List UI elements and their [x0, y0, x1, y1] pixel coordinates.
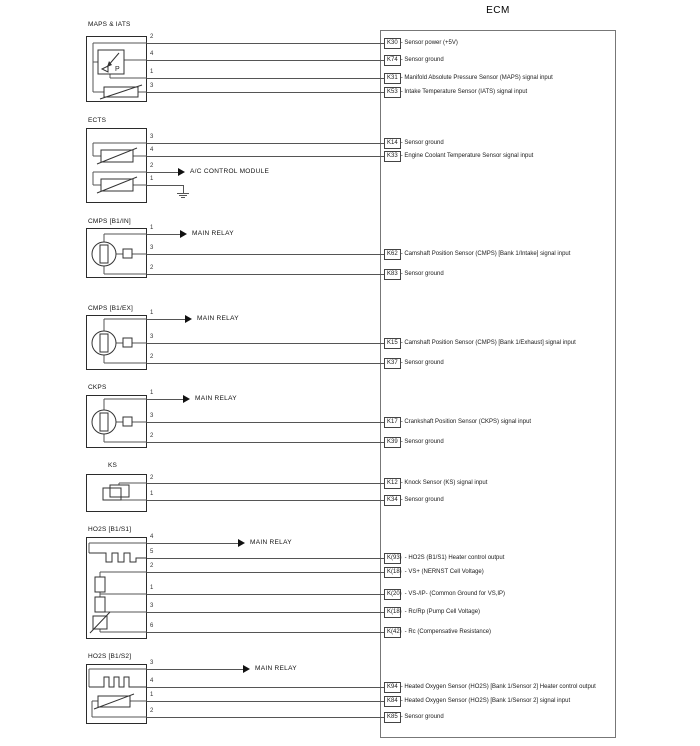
ecm-pin-label — [387, 150, 533, 162]
wire — [147, 185, 183, 186]
ecm-pin-label — [387, 268, 444, 280]
hall-sensor-icon — [92, 242, 116, 266]
pin-number: 1 — [150, 225, 154, 231]
hall-element — [100, 413, 108, 431]
internal-wires — [104, 319, 147, 363]
knock-element — [110, 485, 129, 497]
ecm-pin-label — [387, 54, 444, 66]
ecm-pin-label — [387, 552, 504, 564]
wire — [147, 43, 384, 44]
ground-icon — [181, 197, 185, 198]
pin-number: 1 — [150, 491, 154, 497]
ecm-pin-label — [387, 357, 444, 369]
wire — [147, 92, 384, 93]
ecm-pin-id: K37 — [387, 360, 398, 366]
ecm-pin-id: K12 — [387, 480, 398, 486]
ecm-pin-desc: - Engine Coolant Temperature Sensor signal input — [400, 153, 534, 159]
ecm-pin-id: K74 — [387, 57, 398, 63]
ecm-pin-desc: - Crankshaft Position Sensor (CKPS) signal input — [400, 419, 532, 425]
wire — [147, 669, 243, 670]
knock-element — [103, 488, 121, 500]
hall-sensor-icon — [92, 331, 116, 355]
ecm-pin-desc: - Sensor ground — [400, 497, 444, 503]
connector-label-ho2s-s1: HO2S [B1/S1] — [88, 526, 132, 533]
ecm-pin-label — [387, 37, 458, 49]
sensor-output-box — [123, 417, 132, 426]
wire — [147, 594, 384, 595]
main-relay-label: MAIN RELAY — [192, 230, 234, 237]
ecm-pin-label — [387, 695, 570, 707]
pin-number: 4 — [150, 678, 154, 684]
heater-icon — [89, 677, 147, 687]
pin-number: 1 — [150, 69, 154, 75]
pin-number: 1 — [150, 692, 154, 698]
connector-label-ects: ECTS — [88, 117, 107, 124]
ecm-pin-desc: - Manifold Absolute Pressure Sensor (MAPS) signal input — [400, 75, 553, 81]
ecm-pin-id: K85 — [387, 714, 398, 720]
ecm-pin-desc: - Sensor ground — [400, 140, 444, 146]
ecm-pin-label — [387, 494, 444, 506]
ecm-pin-id: K(93) — [387, 555, 402, 561]
ecm-pin-id: K30 — [387, 40, 398, 46]
ecm-pin-label — [387, 477, 487, 489]
connector-label-maps-iats: MAPS & IATS — [88, 21, 131, 28]
flow-triangle-icon — [102, 66, 108, 72]
ecm-pin-desc: - Sensor ground — [400, 439, 444, 445]
connector-label-ckps: CKPS — [88, 384, 107, 391]
wire — [147, 363, 384, 364]
main-relay-label: MAIN RELAY — [250, 539, 292, 546]
ho2s-s2-symbols — [86, 664, 147, 724]
pin-number: 4 — [150, 147, 154, 153]
cell-element — [95, 597, 105, 612]
internal-wires — [104, 399, 147, 442]
pin-number: 1 — [150, 390, 154, 396]
internal-wires — [89, 669, 147, 687]
pin-number: 1 — [150, 585, 154, 591]
wire — [147, 612, 384, 613]
pin-number: 4 — [150, 51, 154, 57]
ecm-pin-id: K(42) — [387, 629, 402, 635]
ects-symbols — [86, 128, 147, 203]
ecm-pin-desc: - VS-/IP- (Common Ground for VS,IP) — [404, 591, 506, 597]
ks-symbols — [86, 474, 147, 512]
wire — [147, 500, 384, 501]
pin-number: 3 — [150, 603, 154, 609]
ecm-pin-id: K84 — [387, 698, 398, 704]
sensor-output-box — [123, 249, 132, 258]
arrow-right-icon — [238, 539, 245, 547]
pin-number: 3 — [150, 245, 154, 251]
cmps-ex-symbols — [86, 315, 147, 370]
ecm-pin-desc: - Heated Oxygen Sensor (HO2S) [Bank 1/Sensor 2] signal input — [400, 698, 571, 704]
pin-number: 2 — [150, 163, 154, 169]
pin-number: 4 — [150, 534, 154, 540]
ecm-pin-id: K62 — [387, 251, 398, 257]
ecm-pin-label — [387, 416, 531, 428]
ecm-pin-id: K(20) — [387, 591, 402, 597]
ecm-pin-label — [387, 711, 444, 723]
ecm-pin-id: K94 — [387, 684, 398, 690]
arrow-right-icon — [183, 395, 190, 403]
ecm-pin-desc: - Sensor ground — [400, 360, 444, 366]
ecm-pin-id: K(18) — [387, 569, 402, 575]
ecm-pin-desc: - Rc/Rp (Pump Cell Voltage) — [404, 609, 481, 615]
ecm-pin-label — [387, 248, 570, 260]
wire — [147, 319, 185, 320]
pin-number: 2 — [150, 708, 154, 714]
ecm-pin-label — [387, 72, 553, 84]
ecm-pin-desc: - Intake Temperature Sensor (IATS) signal input — [400, 89, 528, 95]
maps-iats-symbols — [86, 36, 147, 102]
wire — [147, 422, 384, 423]
ecm-pin-id: K14 — [387, 140, 398, 146]
ecm-pin-label — [387, 566, 484, 578]
ecm-pin-id: K31 — [387, 75, 398, 81]
ecm-pin-id: K15 — [387, 340, 398, 346]
ecm-pin-desc: - Sensor ground — [400, 714, 444, 720]
ecm-pin-id: K83 — [387, 271, 398, 277]
hall-sensor-icon — [92, 410, 116, 434]
hall-element — [100, 245, 108, 263]
wire — [147, 274, 384, 275]
arrow-right-icon — [185, 315, 192, 323]
wire — [147, 687, 384, 688]
heater-icon — [89, 553, 147, 562]
ecm-title: ECM — [486, 5, 510, 16]
ecm-pin-desc: - Camshaft Position Sensor (CMPS) [Bank 1/Exhaust] signal input — [400, 340, 576, 346]
ecm-pin-id: K17 — [387, 419, 398, 425]
wire — [147, 234, 180, 235]
hall-element — [100, 334, 108, 352]
ckps-symbols — [86, 395, 147, 448]
pin-number: 3 — [150, 334, 154, 340]
ecm-pin-label — [387, 606, 480, 618]
pin-number: 3 — [150, 83, 154, 89]
connector-label-cmps-in: CMPS [B1/IN] — [88, 218, 131, 225]
ecm-pin-label — [387, 436, 444, 448]
connector-label-ks: KS — [108, 462, 118, 469]
pin-number: 1 — [150, 310, 154, 316]
ho2s-s1-symbols — [86, 537, 147, 639]
sensor-output-box — [123, 338, 132, 347]
ecm-pin-desc: - Heated Oxygen Sensor (HO2S) [Bank 1/Sensor 2] Heater control output — [400, 684, 596, 690]
pin-number: 6 — [150, 623, 154, 629]
ecm-pin-id: K39 — [387, 439, 398, 445]
ecm-pin-label — [387, 681, 596, 693]
pin-number: 2 — [150, 433, 154, 439]
ecm-pin-id: K53 — [387, 89, 398, 95]
wire — [147, 558, 384, 559]
wire — [147, 343, 384, 344]
pin-number: 5 — [150, 549, 154, 555]
wire — [147, 254, 384, 255]
pin-number: 3 — [150, 134, 154, 140]
pin-number: 3 — [150, 413, 154, 419]
ecm-pin-desc: - Rc (Compensative Resistance) — [404, 629, 492, 635]
ecm-pin-label — [387, 86, 527, 98]
pin-number: 1 — [150, 176, 154, 182]
pin-number: 2 — [150, 354, 154, 360]
ecm-pin-label — [387, 137, 444, 149]
internal-wires — [89, 543, 147, 553]
arrow-right-icon — [180, 230, 187, 238]
main-relay-label: MAIN RELAY — [255, 665, 297, 672]
ecm-pin-desc: - Knock Sensor (KS) signal input — [400, 480, 488, 486]
wire — [147, 442, 384, 443]
cell-element — [95, 577, 105, 592]
arrow-right-icon — [178, 168, 185, 176]
pin-number: 3 — [150, 660, 154, 666]
ground-icon — [179, 195, 187, 196]
wire — [147, 143, 384, 144]
wire — [147, 701, 384, 702]
ecm-pin-desc: - Sensor ground — [400, 271, 444, 277]
ecm-pin-id: K(18) — [387, 609, 402, 615]
wire — [183, 185, 184, 193]
ecm-pin-desc: - VS+ (NERNST Cell Voltage) — [404, 569, 484, 575]
pressure-symbol-letter: P — [115, 66, 120, 73]
ecm-pin-label — [387, 337, 576, 349]
pin-number: 2 — [150, 34, 154, 40]
ecm-pin-label — [387, 588, 505, 600]
wire — [147, 399, 183, 400]
internal-wires — [104, 234, 147, 274]
main-relay-label: MAIN RELAY — [197, 315, 239, 322]
pin-number: 2 — [150, 563, 154, 569]
wire — [147, 156, 384, 157]
wire — [147, 78, 384, 79]
connector-label-ho2s-s2: HO2S [B1/S2] — [88, 653, 132, 660]
ecm-pin-desc: - Sensor ground — [400, 57, 444, 63]
ecm-pin-desc: - Camshaft Position Sensor (CMPS) [Bank 1/Intake] signal input — [400, 251, 571, 257]
connector-label-cmps-ex: CMPS [B1/EX] — [88, 305, 134, 312]
cmps-in-symbols — [86, 228, 147, 278]
wire — [147, 172, 178, 173]
wire — [147, 483, 384, 484]
ground-icon — [177, 193, 189, 194]
pin-number: 2 — [150, 475, 154, 481]
ecm-pin-id: K33 — [387, 153, 398, 159]
wire — [147, 717, 384, 718]
wire — [147, 60, 384, 61]
internal-wires — [92, 701, 147, 717]
wire — [147, 543, 238, 544]
ecm-pin-label — [387, 626, 491, 638]
ecm-pin-desc: - Sensor power (+5V) — [400, 40, 458, 46]
arrow-right-icon — [243, 665, 250, 673]
main-relay-label: MAIN RELAY — [195, 395, 237, 402]
wire — [147, 572, 384, 573]
ecm-pin-id: K34 — [387, 497, 398, 503]
ecm-pin-desc: - HO2S (B1/S1) Heater control output — [404, 555, 505, 561]
wire — [147, 632, 384, 633]
pin-number: 2 — [150, 265, 154, 271]
ac-module-label: A/C CONTROL MODULE — [190, 168, 270, 175]
